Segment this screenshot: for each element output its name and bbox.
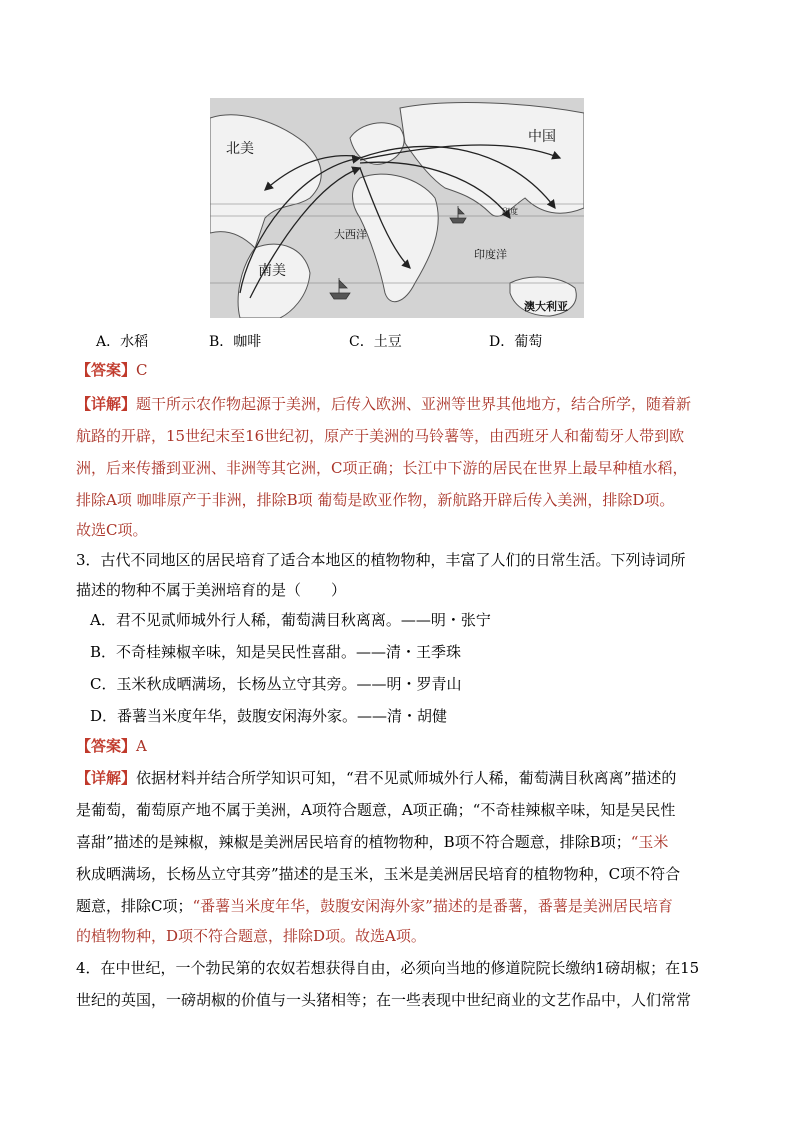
detail-tag: 【详解】 (76, 395, 137, 413)
q2-detail-line-1: 【详解】题干所示农作物起源于美洲，后传入欧洲、亚洲等世界其他地方，结合所学，随着新 (76, 395, 692, 413)
q3-detail-line-1: 【详解】依据材料并结合所学知识可知，“君不见贰师城外行人稀，葡萄满目秋离离”描述的 (76, 769, 677, 787)
q2-option-a: A．水稻 (96, 334, 149, 350)
q3-option-b: B．不奇桂辣椒辛味，知是吴民性喜甜。——清・王季珠 (90, 643, 462, 661)
q2-option-d: D．葡萄 (489, 334, 543, 350)
answer-tag: 【答案】 (76, 361, 137, 379)
q3-detail-line-5: 题意，排除C项；“番薯当米度年华，鼓腹安闲海外家”描述的是番薯，番薯是美洲居民培育 (76, 897, 673, 915)
map-label-china: 中国 (528, 129, 556, 145)
q3-stem-line-2: 描述的物种不属于美洲培育的是（ ） (76, 581, 347, 599)
map-label-atlantic: 大西洋 (334, 228, 367, 241)
q2-detail-line-4: 排除A项 咖啡原产于非洲，排除B项 葡萄是欧亚作物，新航路开辟后传入美洲，排除D项。 (76, 491, 675, 509)
q3-detail-line-3: 喜甜”描述的是辣椒，辣椒是美洲居民培育的植物物种，B项不符合题意，排除B项；“玉米 (76, 833, 669, 851)
q3-detail-line-6: 的植物物种，D项不符合题意，排除D项。故选A项。 (76, 927, 426, 945)
answer-tag: 【答案】 (76, 737, 137, 755)
q3-option-a: A．君不见贰师城外行人稀，葡萄满目秋离离。——明・张宁 (90, 611, 491, 629)
map-label-indian-ocean: 印度洋 (474, 248, 507, 261)
map-label-australia: 澳大利亚 (524, 300, 568, 313)
q3-detail-line-2: 是葡萄，葡萄原产地不属于美洲，A项符合题意，A项正确；“不奇桂辣椒辛味，知是吴民性 (76, 801, 676, 819)
map-label-south-america: 南美 (258, 263, 286, 279)
map-label-india: 印度 (502, 207, 518, 216)
q2-option-c: C．土豆 (349, 334, 402, 350)
detail-tag: 【详解】 (76, 769, 137, 787)
q2-detail-line-5: 故选C项。 (76, 521, 148, 539)
q2-detail-line-3: 洲，后来传播到亚洲、非洲等其它洲，C项正确；长江中下游的居民在世界上最早种植水稻， (76, 459, 688, 477)
q2-detail-line-2: 航路的开辟，15世纪末至16世纪初，原产于美洲的马铃薯等，由西班牙人和葡萄牙人带到欧 (76, 427, 685, 445)
q3-stem-line-1: 3．古代不同地区的居民培育了适合本地区的植物物种，丰富了人们的日常生活。下列诗词所 (76, 551, 686, 569)
q4-stem-line-2: 世纪的英国，一磅胡椒的价值与一头猪相等；在一些表现中世纪商业的文艺作品中，人们常常 (76, 991, 692, 1009)
q3-detail-line-4: 秋成晒满场，长杨丛立守其旁”描述的是玉米，玉米是美洲居民培育的植物物种，C项不符合 (76, 865, 681, 883)
q3-option-d: D．番薯当米度年华，鼓腹安闲海外家。——清・胡健 (90, 707, 448, 725)
q2-answer (76, 356, 726, 384)
q3-answer (76, 732, 726, 760)
map-label-north-america: 北美 (226, 141, 254, 157)
q2-options (96, 330, 696, 354)
q3-option-c: C．玉米秋成晒满场，长杨丛立守其旁。——明・罗青山 (90, 675, 462, 693)
q2-option-b: B．咖啡 (209, 334, 262, 350)
q4-stem-line-1: 4．在中世纪，一个勃民第的农奴若想获得自由，必须向当地的修道院院长缴纳1磅胡椒；在15 (76, 959, 700, 977)
answer-value: A (136, 737, 147, 755)
answer-value: C (136, 361, 148, 379)
crop-spread-map (210, 98, 584, 318)
